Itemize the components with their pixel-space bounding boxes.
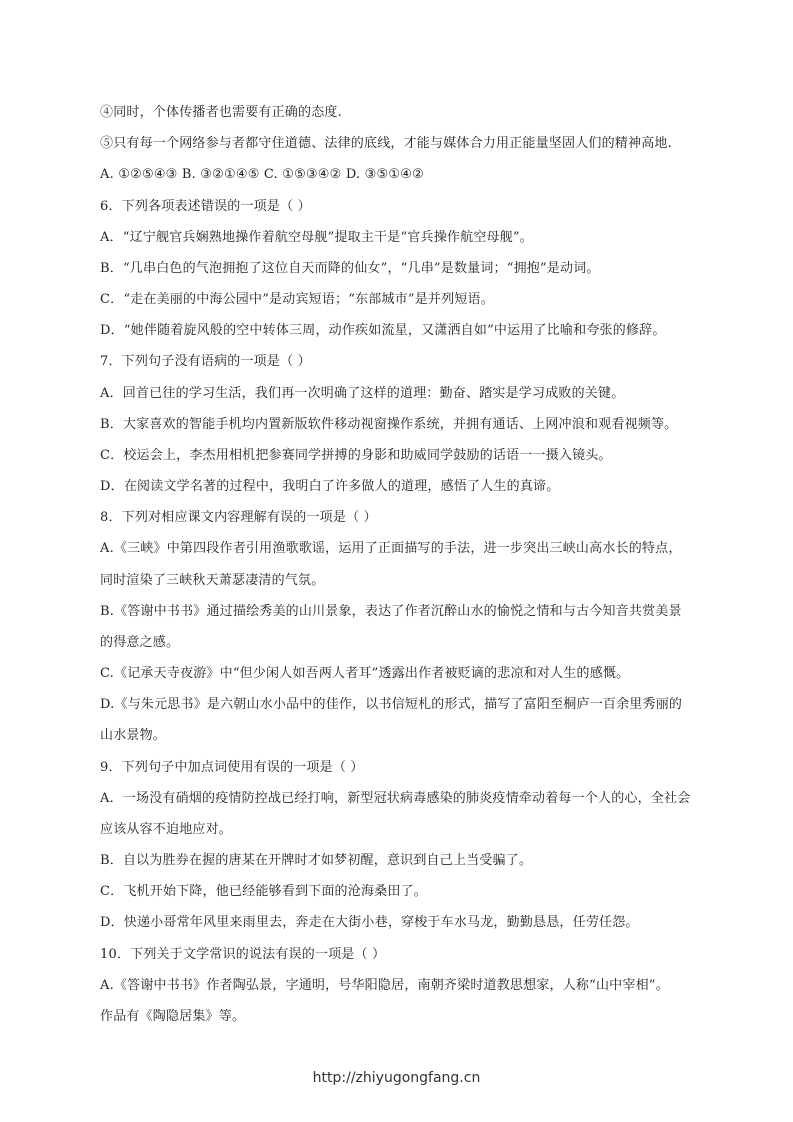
option-line: A.《答谢中书书》作者陶弘景，字通明，号华阳隐居，南朝齐梁时道教思想家，人称“山中宰相”。 bbox=[100, 978, 669, 993]
text-line: ⑤只有每一个网络参与者都守住道德、法律的底线，才能与媒体合力用正能量坚固人们的精神高地. bbox=[100, 136, 672, 151]
option-line: C．校运会上，李杰用相机把参赛同学拼搏的身影和助威同学鼓励的话语一一摄入镜头。 bbox=[100, 448, 612, 463]
option-line: D．“她伴随着旋风般的空中转体三周，动作疾如流星，又潇洒自如”中运用了比喻和夸张的修辞。 bbox=[100, 323, 666, 338]
option-line-cont: 的得意之感。 bbox=[100, 635, 180, 650]
option-line-cont: 山水景物。 bbox=[100, 728, 167, 743]
option-line: B.《答谢中书书》通过描绘秀美的山川景象，表达了作者沉醉山水的愉悦之情和与古今知音共赏美景 bbox=[100, 604, 682, 619]
options-line: A. ①②⑤④③ B. ③②①④⑤ C. ①⑤③④② D. ③⑤①④② bbox=[100, 167, 424, 182]
question-6: 6．下列各项表述错误的一项是（ ） bbox=[100, 199, 311, 214]
option-line: B．大家喜欢的智能手机均内置新版软件移动视窗操作系统，并拥有通话、上网冲浪和观看视频等。 bbox=[100, 417, 678, 432]
option-line-cont: 应该从容不迫地应对。 bbox=[100, 822, 233, 837]
question-8: 8．下列对相应课文内容理解有误的一项是（ ） bbox=[100, 510, 377, 525]
question-9: 9．下列句子中加点词使用有误的一项是（ ） bbox=[100, 760, 364, 775]
option-line: B．“几串白色的气泡拥抱了这位自天而降的仙女”，“几串”是数量词；“拥抱”是动词。 bbox=[100, 261, 600, 276]
option-line: B．自以为胜券在握的唐某在开牌时才如梦初醒，意识到自己上当受骗了。 bbox=[100, 853, 533, 868]
option-line: C．“走在美丽的中海公园中”是动宾短语；“东部城市”是并列短语。 bbox=[100, 292, 494, 307]
option-line: D．在阅读文学名著的过程中，我明白了许多做人的道理，感悟了人生的真谛。 bbox=[100, 479, 560, 494]
option-line: D．快递小哥常年风里来雨里去，奔走在大街小巷，穿梭于车水马龙，勤勤恳恳，任劳任怨。 bbox=[100, 915, 639, 930]
option-line-cont: 作品有《陶隐居集》等。 bbox=[100, 1009, 246, 1024]
footer-url: http://zhiyugongfang.cn bbox=[312, 1070, 481, 1086]
option-line: A.《三峡》中第四段作者引用渔歌歌谣，运用了正面描写的手法，进一步突出三峡山高水长的特点， bbox=[100, 541, 682, 556]
option-line: C．飞机开始下降，他已经能够看到下面的沧海桑田了。 bbox=[100, 884, 427, 899]
option-line: C.《记承天寺夜游》中“但少闲人如吾两人者耳”透露出作者被贬谪的悲凉和对人生的感慨。 bbox=[100, 666, 630, 681]
question-10: 10．下列关于文学常识的说法有误的一项是（ ） bbox=[100, 947, 386, 962]
option-line: A．“辽宁舰官兵娴熟地操作着航空母舰”提取主干是“官兵操作航空母舰”。 bbox=[100, 230, 533, 245]
question-7: 7．下列句子没有语病的一项是（ ） bbox=[100, 354, 311, 369]
option-line-cont: 同时渲染了三峡秋天萧瑟凄清的气氛。 bbox=[100, 573, 325, 588]
option-line: D.《与朱元思书》是六朝山水小品中的佳作，以书信短札的形式，描写了富阳至桐庐一百余里秀丽的 bbox=[100, 697, 683, 712]
text-line: ④同时，个体传播者也需要有正确的态度. bbox=[100, 105, 342, 120]
option-line: A．一场没有硝烟的疫情防控战已经打响，新型冠状病毒感染的肺炎疫情牵动着每一个人的心，全社会 bbox=[100, 791, 691, 806]
option-line: A．回首已往的学习生活，我们再一次明确了这样的道理：勤奋、踏实是学习成败的关键。 bbox=[100, 386, 625, 401]
